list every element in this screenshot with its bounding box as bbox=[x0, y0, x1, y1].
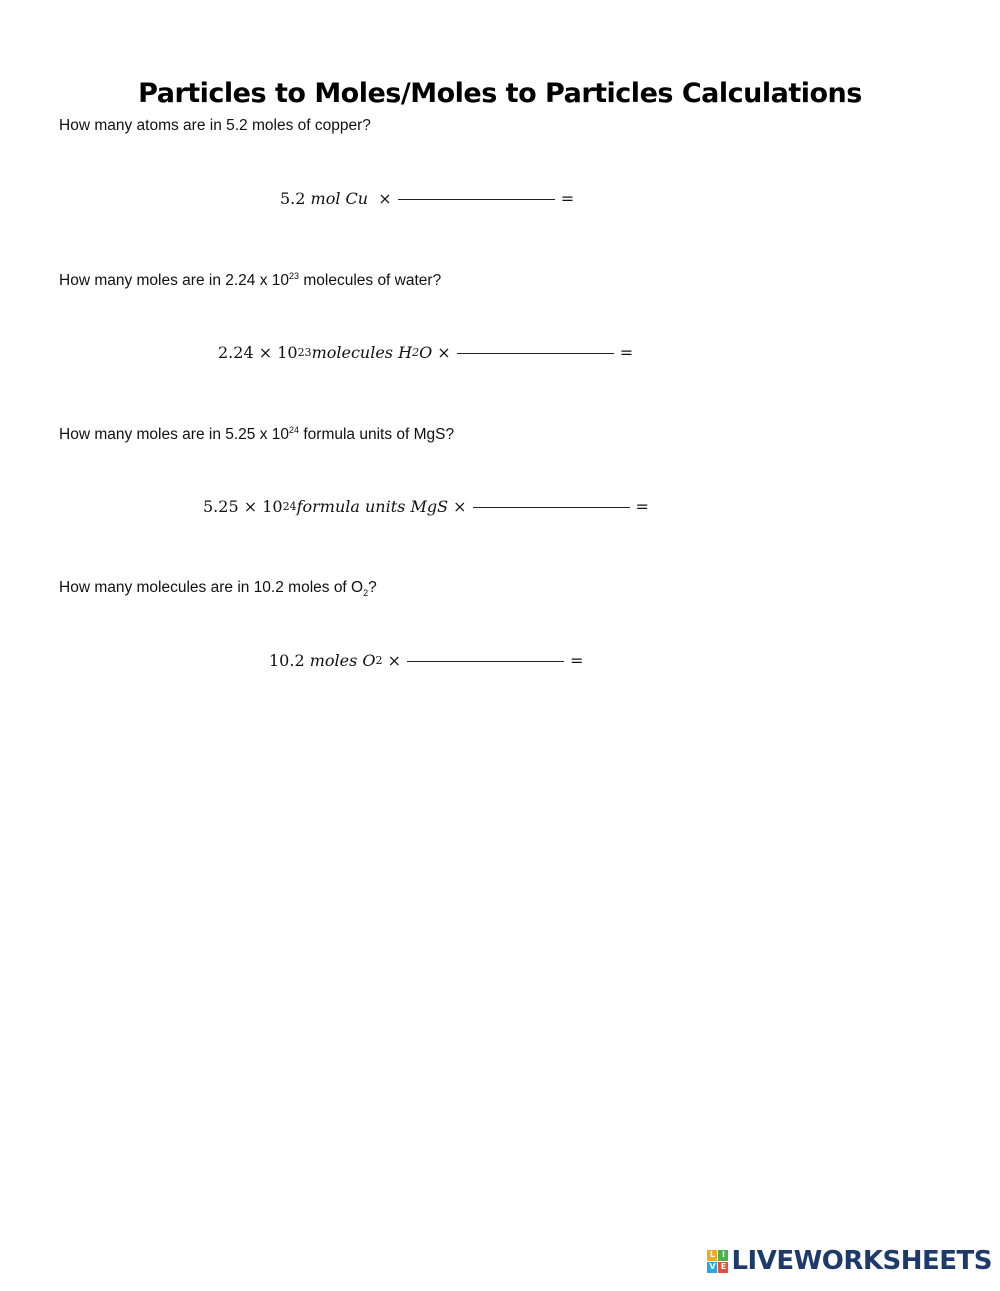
question-3: How many moles are in 5.25 x $10^{24}$ formula units of MgS? bbox=[59, 425, 455, 444]
equation-2: 2.24 × 10 23 molecules H 2 O × = bbox=[218, 343, 634, 362]
logo-text: LIVEWORKSHEETS bbox=[731, 1246, 992, 1276]
equation-4: 10.2 moles O 2 × = bbox=[269, 651, 584, 670]
answer-blank-4[interactable] bbox=[407, 661, 564, 662]
question-4: How many molecules are in 10.2 moles of $O_2$? bbox=[59, 579, 377, 599]
question-1: How many atoms are in 5.2 moles of copper? bbox=[59, 117, 371, 134]
logo-icon: L I V E bbox=[707, 1250, 728, 1273]
page-title: Particles to Moles/Moles to Particles Calculations bbox=[138, 78, 862, 110]
answer-blank-1[interactable] bbox=[398, 199, 555, 200]
equation-1: 5.2 mol Cu × = bbox=[280, 189, 575, 208]
answer-blank-2[interactable] bbox=[457, 353, 614, 354]
liveworksheets-logo bbox=[707, 1246, 992, 1276]
question-2: How many moles are in 2.24 x $10^{23}$ molecules of water? bbox=[59, 271, 442, 290]
equation-3: 5.25 × 10 24 formula units MgS × = bbox=[203, 497, 649, 516]
answer-blank-3[interactable] bbox=[473, 507, 630, 508]
